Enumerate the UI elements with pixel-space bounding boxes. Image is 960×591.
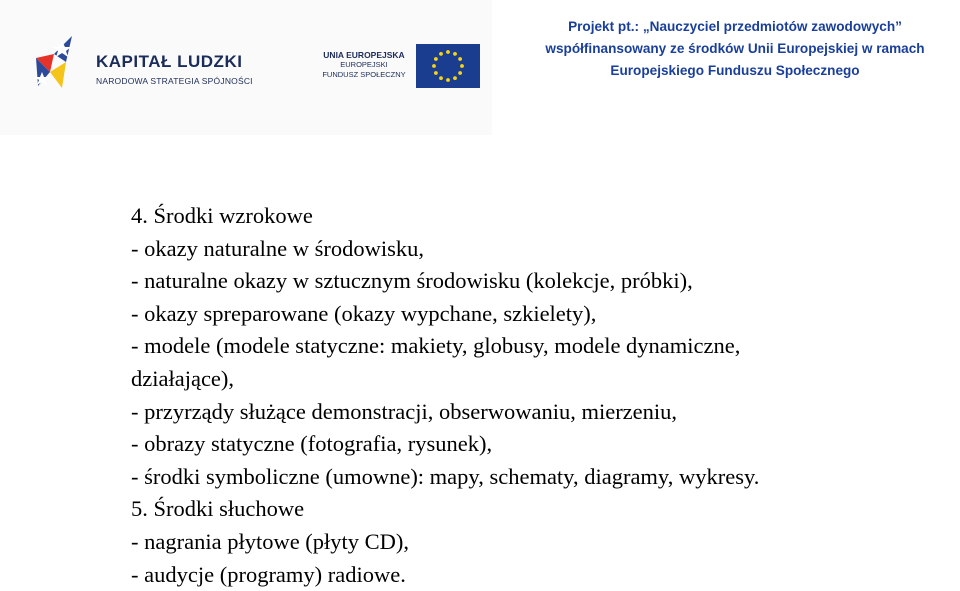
list-item: - okazy spreparowane (okazy wypchane, szkielety), [131,300,597,326]
list-item: - naturalne okazy w sztucznym środowisku (kolekcje, próbki), [131,268,693,294]
logo-header-band [0,0,492,135]
list-item: - nagrania płytowe (płyty CD), [131,528,410,554]
project-title: Projekt pt.: „Nauczyciel przedmiotów zawodowych” [568,19,902,34]
list-item: - środki symboliczne (umowne): mapy, schematy, diagramy, wykresy. [131,463,760,489]
eu-logo-line2: EUROPEJSKI [340,60,388,69]
list-item: - audycje (programy) radiowe. [131,561,406,587]
eu-logo [318,44,483,94]
eu-logo-line1: UNIA EUROPEJSKA [323,50,405,60]
project-fund-name: Europejskiego Funduszu Społecznego [610,63,860,78]
eu-flag-icon [416,44,480,88]
eu-logo-line3: FUNDUSZ SPOŁECZNY [322,70,406,79]
eu-logo-text [318,50,410,80]
kapital-ludzki-name: KAPITAŁ LUDZKI [96,52,243,71]
list-item: - modele (modele statyczne: makiety, globusy, modele dynamiczne, [131,333,741,359]
kapital-ludzki-subtitle: NARODOWA STRATEGIA SPÓJNOŚCI [96,76,253,86]
kapital-ludzki-logo [32,32,272,102]
section-heading-visual-aids: 4. Środki wzrokowe [131,203,313,228]
list-item: - obrazy statyczne (fotografia, rysunek), [131,431,493,457]
list-item: - przyrządy służące demonstracji, obserwowaniu, mierzeniu, [131,398,678,424]
slide-content [131,200,941,591]
list-item: - okazy naturalne w środowisku, [131,235,425,261]
kapital-ludzki-emblem-icon [32,32,88,102]
project-info [522,16,948,82]
project-funding-line: współfinansowany ze środków Unii Europejskiej w ramach [545,41,925,56]
list-item: działające), [131,365,235,391]
section-heading-audio-aids: 5. Środki słuchowe [131,496,305,522]
